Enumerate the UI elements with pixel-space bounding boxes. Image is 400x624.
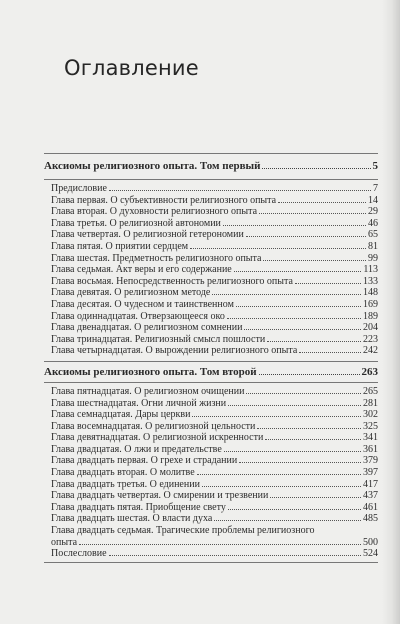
dot-leader xyxy=(265,439,361,440)
entry-page: 397 xyxy=(363,467,378,479)
entry-title: Глава шестая. Предметность религиозного опыта xyxy=(51,252,262,264)
toc-entry[interactable] xyxy=(44,322,378,334)
entry-title: Глава седьмая. Акт веры и его содержание xyxy=(51,264,232,276)
entry-title: Глава четвертая. О религиозной гетерономии xyxy=(51,229,244,241)
toc-entry[interactable] xyxy=(44,467,378,479)
toc-entry[interactable] xyxy=(44,299,378,311)
entry-title: Глава пятая. О приятии сердцем xyxy=(51,240,189,252)
toc-entry[interactable] xyxy=(44,183,378,195)
dot-leader xyxy=(197,474,361,475)
toc-entry[interactable] xyxy=(44,502,378,514)
dot-leader xyxy=(270,497,361,498)
entry-title: Глава третья. О религиозной автономии xyxy=(51,217,221,229)
entry-title: Глава пятнадцатая. О религиозном очищении xyxy=(51,385,245,397)
toc-entry[interactable] xyxy=(44,432,378,444)
entry-page: 29 xyxy=(368,206,378,218)
toc-entry[interactable] xyxy=(44,206,378,218)
entry-page: 500 xyxy=(363,536,378,548)
entry-page: 265 xyxy=(363,385,378,397)
dot-leader xyxy=(263,260,366,261)
entry-page: 485 xyxy=(363,513,378,525)
dot-leader xyxy=(267,341,361,342)
dot-leader xyxy=(259,213,366,214)
entry-title: Глава двадцать четвертая. О смирении и трезвении xyxy=(51,490,269,502)
entry-page: 14 xyxy=(368,194,378,206)
toc-entry[interactable] xyxy=(44,386,378,398)
dot-leader xyxy=(228,405,361,406)
toc-entry[interactable] xyxy=(44,421,378,433)
toc-entry[interactable] xyxy=(44,409,378,421)
entry-page: 133 xyxy=(363,275,378,287)
toc-entry[interactable] xyxy=(44,253,378,265)
entry-title-line-1: Глава двадцать седьмая. Трагические проблемы религиозного xyxy=(51,525,315,537)
entry-page: 341 xyxy=(363,432,378,444)
entry-page: 223 xyxy=(363,333,378,345)
entry-page: 81 xyxy=(368,240,378,252)
toc-entry[interactable] xyxy=(44,444,378,456)
toc-entry[interactable] xyxy=(44,398,378,410)
toc-entry[interactable] xyxy=(44,334,378,346)
dot-leader xyxy=(244,329,361,330)
page-edge-shadow xyxy=(382,0,400,624)
entry-title: Глава четырнадцатая. О вырождении религиозного опыта xyxy=(51,345,298,357)
dot-leader xyxy=(212,294,361,295)
toc-entry[interactable] xyxy=(44,218,378,230)
dot-leader xyxy=(192,416,361,417)
section-heading-volume-2[interactable] xyxy=(44,361,378,379)
dot-leader xyxy=(257,428,361,429)
entry-page: 437 xyxy=(363,490,378,502)
entry-title: Глава первая. О субъективности религиозного опыта xyxy=(51,194,277,206)
entry-title: Глава десятая. О чудесном и таинственном xyxy=(51,298,234,310)
entry-title-line-2-row xyxy=(51,537,378,549)
page-title: Оглавление xyxy=(64,56,199,80)
dot-leader xyxy=(223,225,366,226)
dot-leader xyxy=(262,168,370,169)
entry-page: 325 xyxy=(363,420,378,432)
section-entries-volume-1 xyxy=(44,179,378,357)
entry-title: Глава одиннадцатая. Отверзающееся око xyxy=(51,310,225,322)
dot-leader xyxy=(109,190,371,191)
toc-entry[interactable] xyxy=(44,264,378,276)
entry-title: Глава двенадцатая. О религиозном сомнении xyxy=(51,322,243,334)
entry-title: Глава двадцатая. О лжи и предательстве xyxy=(51,443,222,455)
entry-page: 242 xyxy=(363,345,378,357)
entry-title: Послесловие xyxy=(51,548,107,560)
entry-title: Глава двадцать пятая. Приобщение свету xyxy=(51,501,226,513)
entry-page: 417 xyxy=(363,478,378,490)
toc-entry[interactable] xyxy=(44,513,378,525)
entry-title: Глава шестнадцатая. Огни личной жизни xyxy=(51,397,227,409)
section-page: 5 xyxy=(372,160,378,172)
toc-entry[interactable] xyxy=(44,525,378,548)
entry-title: Глава двадцать первая. О грехе и страдании xyxy=(51,455,238,467)
entry-title: Глава тринадцатая. Религиозный смысл пошлости xyxy=(51,333,266,345)
toc-entry[interactable] xyxy=(44,490,378,502)
entry-title: Глава вторая. О духовности религиозного опыта xyxy=(51,206,258,218)
toc-entry[interactable] xyxy=(44,311,378,323)
entry-title: Глава двадцать шестая. О власти духа xyxy=(51,513,213,525)
dot-leader xyxy=(228,509,361,510)
dot-leader xyxy=(190,248,366,249)
entry-title: Глава девятнадцатая. О религиозной искренности xyxy=(51,432,264,444)
section-heading-volume-1[interactable] xyxy=(44,160,378,173)
entry-page: 46 xyxy=(368,217,378,229)
entry-title: Глава семнадцатая. Дары церкви xyxy=(51,409,191,421)
entry-page: 7 xyxy=(373,183,378,194)
dot-leader xyxy=(299,352,361,353)
entry-title: Глава восемнадцатая. О религиозной цельности xyxy=(51,420,256,432)
table-of-contents xyxy=(44,153,378,563)
dot-leader xyxy=(214,520,361,521)
dot-leader xyxy=(227,318,361,319)
entry-page: 524 xyxy=(363,548,378,560)
entry-title: Глава девятая. О религиозном методе xyxy=(51,287,211,299)
entry-title: Глава двадцать третья. О единении xyxy=(51,478,200,490)
dot-leader xyxy=(295,283,361,284)
entry-page: 361 xyxy=(363,443,378,455)
dot-leader xyxy=(202,486,361,487)
toc-entry[interactable] xyxy=(44,548,378,560)
entry-page: 65 xyxy=(368,229,378,241)
dot-leader xyxy=(259,374,360,375)
toc-entry[interactable] xyxy=(44,195,378,207)
toc-entry[interactable] xyxy=(44,479,378,491)
section-title: Аксиомы религиозного опыта. Том первый xyxy=(44,160,261,172)
entry-title: Глава двадцать вторая. О молитве xyxy=(51,467,195,479)
section-page: 263 xyxy=(361,365,378,378)
section-title: Аксиомы религиозного опыта. Том второй xyxy=(44,365,257,378)
entry-page: 169 xyxy=(363,298,378,310)
toc-entry[interactable] xyxy=(44,276,378,288)
entry-page: 204 xyxy=(363,322,378,334)
entry-page: 148 xyxy=(363,287,378,299)
entry-page: 99 xyxy=(368,252,378,264)
entry-page: 461 xyxy=(363,501,378,513)
dot-leader xyxy=(246,236,366,237)
toc-entry[interactable] xyxy=(44,287,378,299)
section-entries-volume-2 xyxy=(44,382,378,560)
dot-leader xyxy=(234,271,362,272)
entry-page: 302 xyxy=(363,409,378,421)
entry-page: 189 xyxy=(363,310,378,322)
entry-page: 113 xyxy=(363,264,378,276)
dot-leader xyxy=(239,462,361,463)
entry-page: 281 xyxy=(363,397,378,409)
dot-leader xyxy=(236,306,361,307)
toc-entry[interactable] xyxy=(44,455,378,467)
toc-entry[interactable] xyxy=(44,241,378,253)
dot-leader xyxy=(278,202,366,203)
entry-title-line-2: опыта xyxy=(51,536,78,548)
toc-entry[interactable] xyxy=(44,345,378,357)
dot-leader xyxy=(79,544,361,545)
toc-entry[interactable] xyxy=(44,229,378,241)
dot-leader xyxy=(224,451,361,452)
dot-leader xyxy=(109,555,361,556)
entry-title: Предисловие xyxy=(51,183,107,194)
entry-page: 379 xyxy=(363,455,378,467)
dot-leader xyxy=(246,393,361,394)
entry-title: Глава восьмая. Непосредственность религиозного опыта xyxy=(51,275,293,287)
